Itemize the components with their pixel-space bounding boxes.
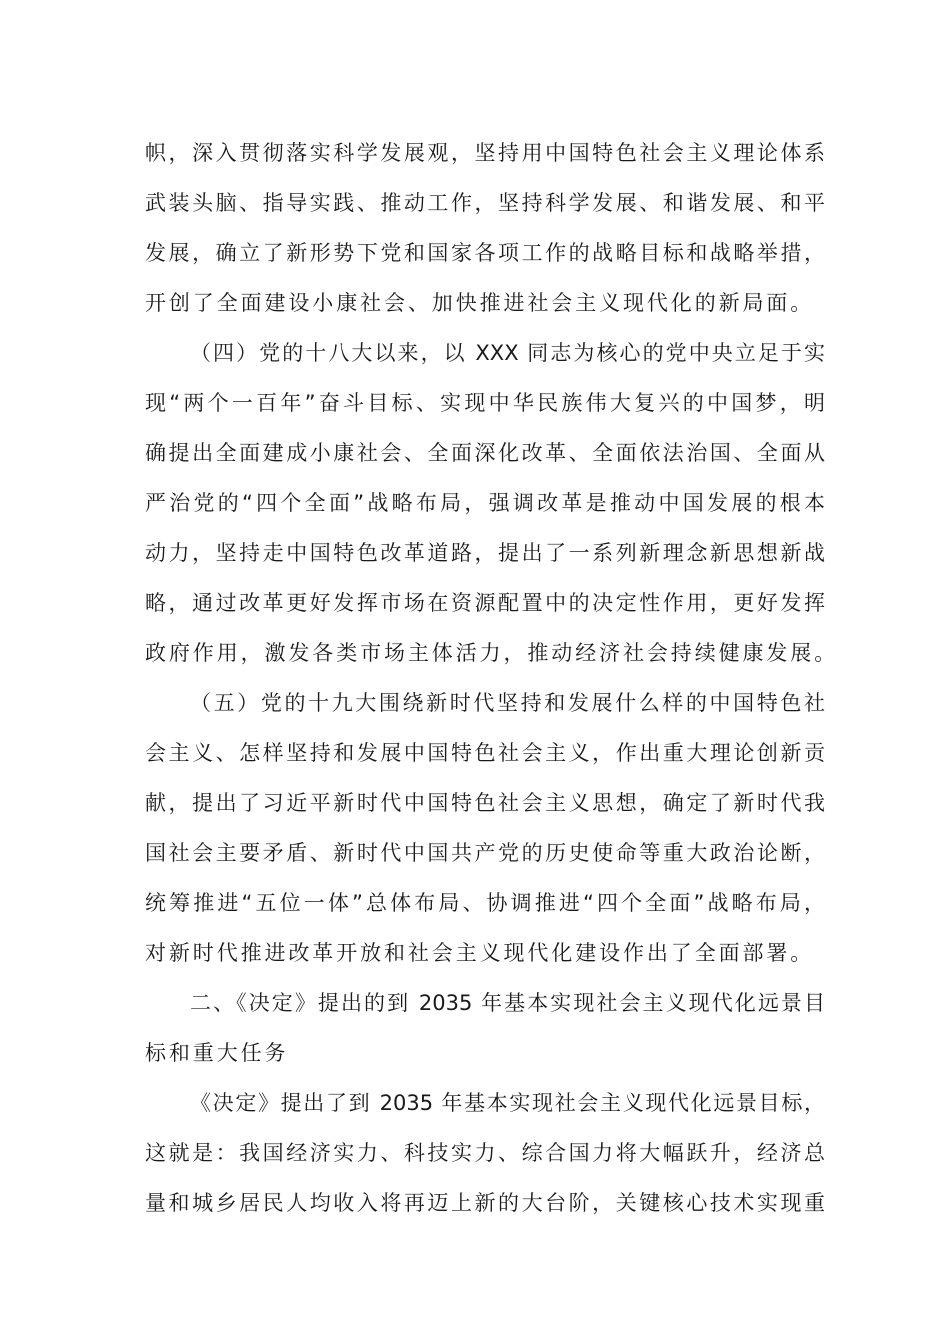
section-heading-line: 二、《决定》提出的到 2035 年基本实现社会主义现代化远景目 bbox=[190, 991, 825, 1015]
paragraph-start-line: （四）党的十八大以来，以 XXX 同志为核心的党中央立足于实 bbox=[190, 341, 825, 365]
text-line: 略，通过改革更好发挥市场在资源配置中的决定性作用，更好发挥 bbox=[145, 591, 825, 615]
text-line: 现“两个一百年”奋斗目标、实现中华民族伟大复兴的中国梦，明 bbox=[145, 391, 825, 415]
section-heading-line: 标和重大任务 bbox=[145, 1041, 289, 1065]
text-line: 对新时代推进改革开放和社会主义现代化建设作出了全面部署。 bbox=[145, 941, 815, 965]
text-line: 政府作用，激发各类市场主体活力，推动经济社会持续健康发展。 bbox=[145, 641, 839, 665]
text-line: 帜，深入贯彻落实科学发展观，坚持用中国特色社会主义理论体系 bbox=[145, 141, 825, 165]
paragraph-start-line: （五）党的十九大围绕新时代坚持和发展什么样的中国特色社 bbox=[190, 691, 825, 715]
paragraph-start-line: 《决定》提出了到 2035 年基本实现社会主义现代化远景目标， bbox=[190, 1091, 825, 1115]
text-line: 国社会主要矛盾、新时代中国共产党的历史使命等重大政治论断， bbox=[145, 841, 825, 865]
text-line: 量和城乡居民人均收入将再迈上新的大台阶，关键核心技术实现重 bbox=[145, 1191, 825, 1215]
text-line: 动力，坚持走中国特色改革道路，提出了一系列新理念新思想新战 bbox=[145, 541, 825, 565]
text-line: 发展，确立了新形势下党和国家各项工作的战略目标和战略举措， bbox=[145, 241, 825, 265]
text-line: 严治党的“四个全面”战略布局，强调改革是推动中国发展的根本 bbox=[145, 491, 825, 515]
text-line: 会主义、怎样坚持和发展中国特色社会主义，作出重大理论创新贡 bbox=[145, 741, 825, 765]
text-line: 确提出全面建成小康社会、全面深化改革、全面依法治国、全面从 bbox=[145, 441, 825, 465]
text-line: 开创了全面建设小康社会、加快推进社会主义现代化的新局面。 bbox=[145, 291, 815, 315]
text-line: 献，提出了习近平新时代中国特色社会主义思想，确定了新时代我 bbox=[145, 791, 825, 815]
text-line: 这就是：我国经济实力、科技实力、综合国力将大幅跃升，经济总 bbox=[145, 1141, 825, 1165]
text-line: 武装头脑、指导实践、推动工作，坚持科学发展、和谐发展、和平 bbox=[145, 191, 825, 215]
text-line: 统筹推进“五位一体”总体布局、协调推进“四个全面”战略布局， bbox=[145, 891, 825, 915]
